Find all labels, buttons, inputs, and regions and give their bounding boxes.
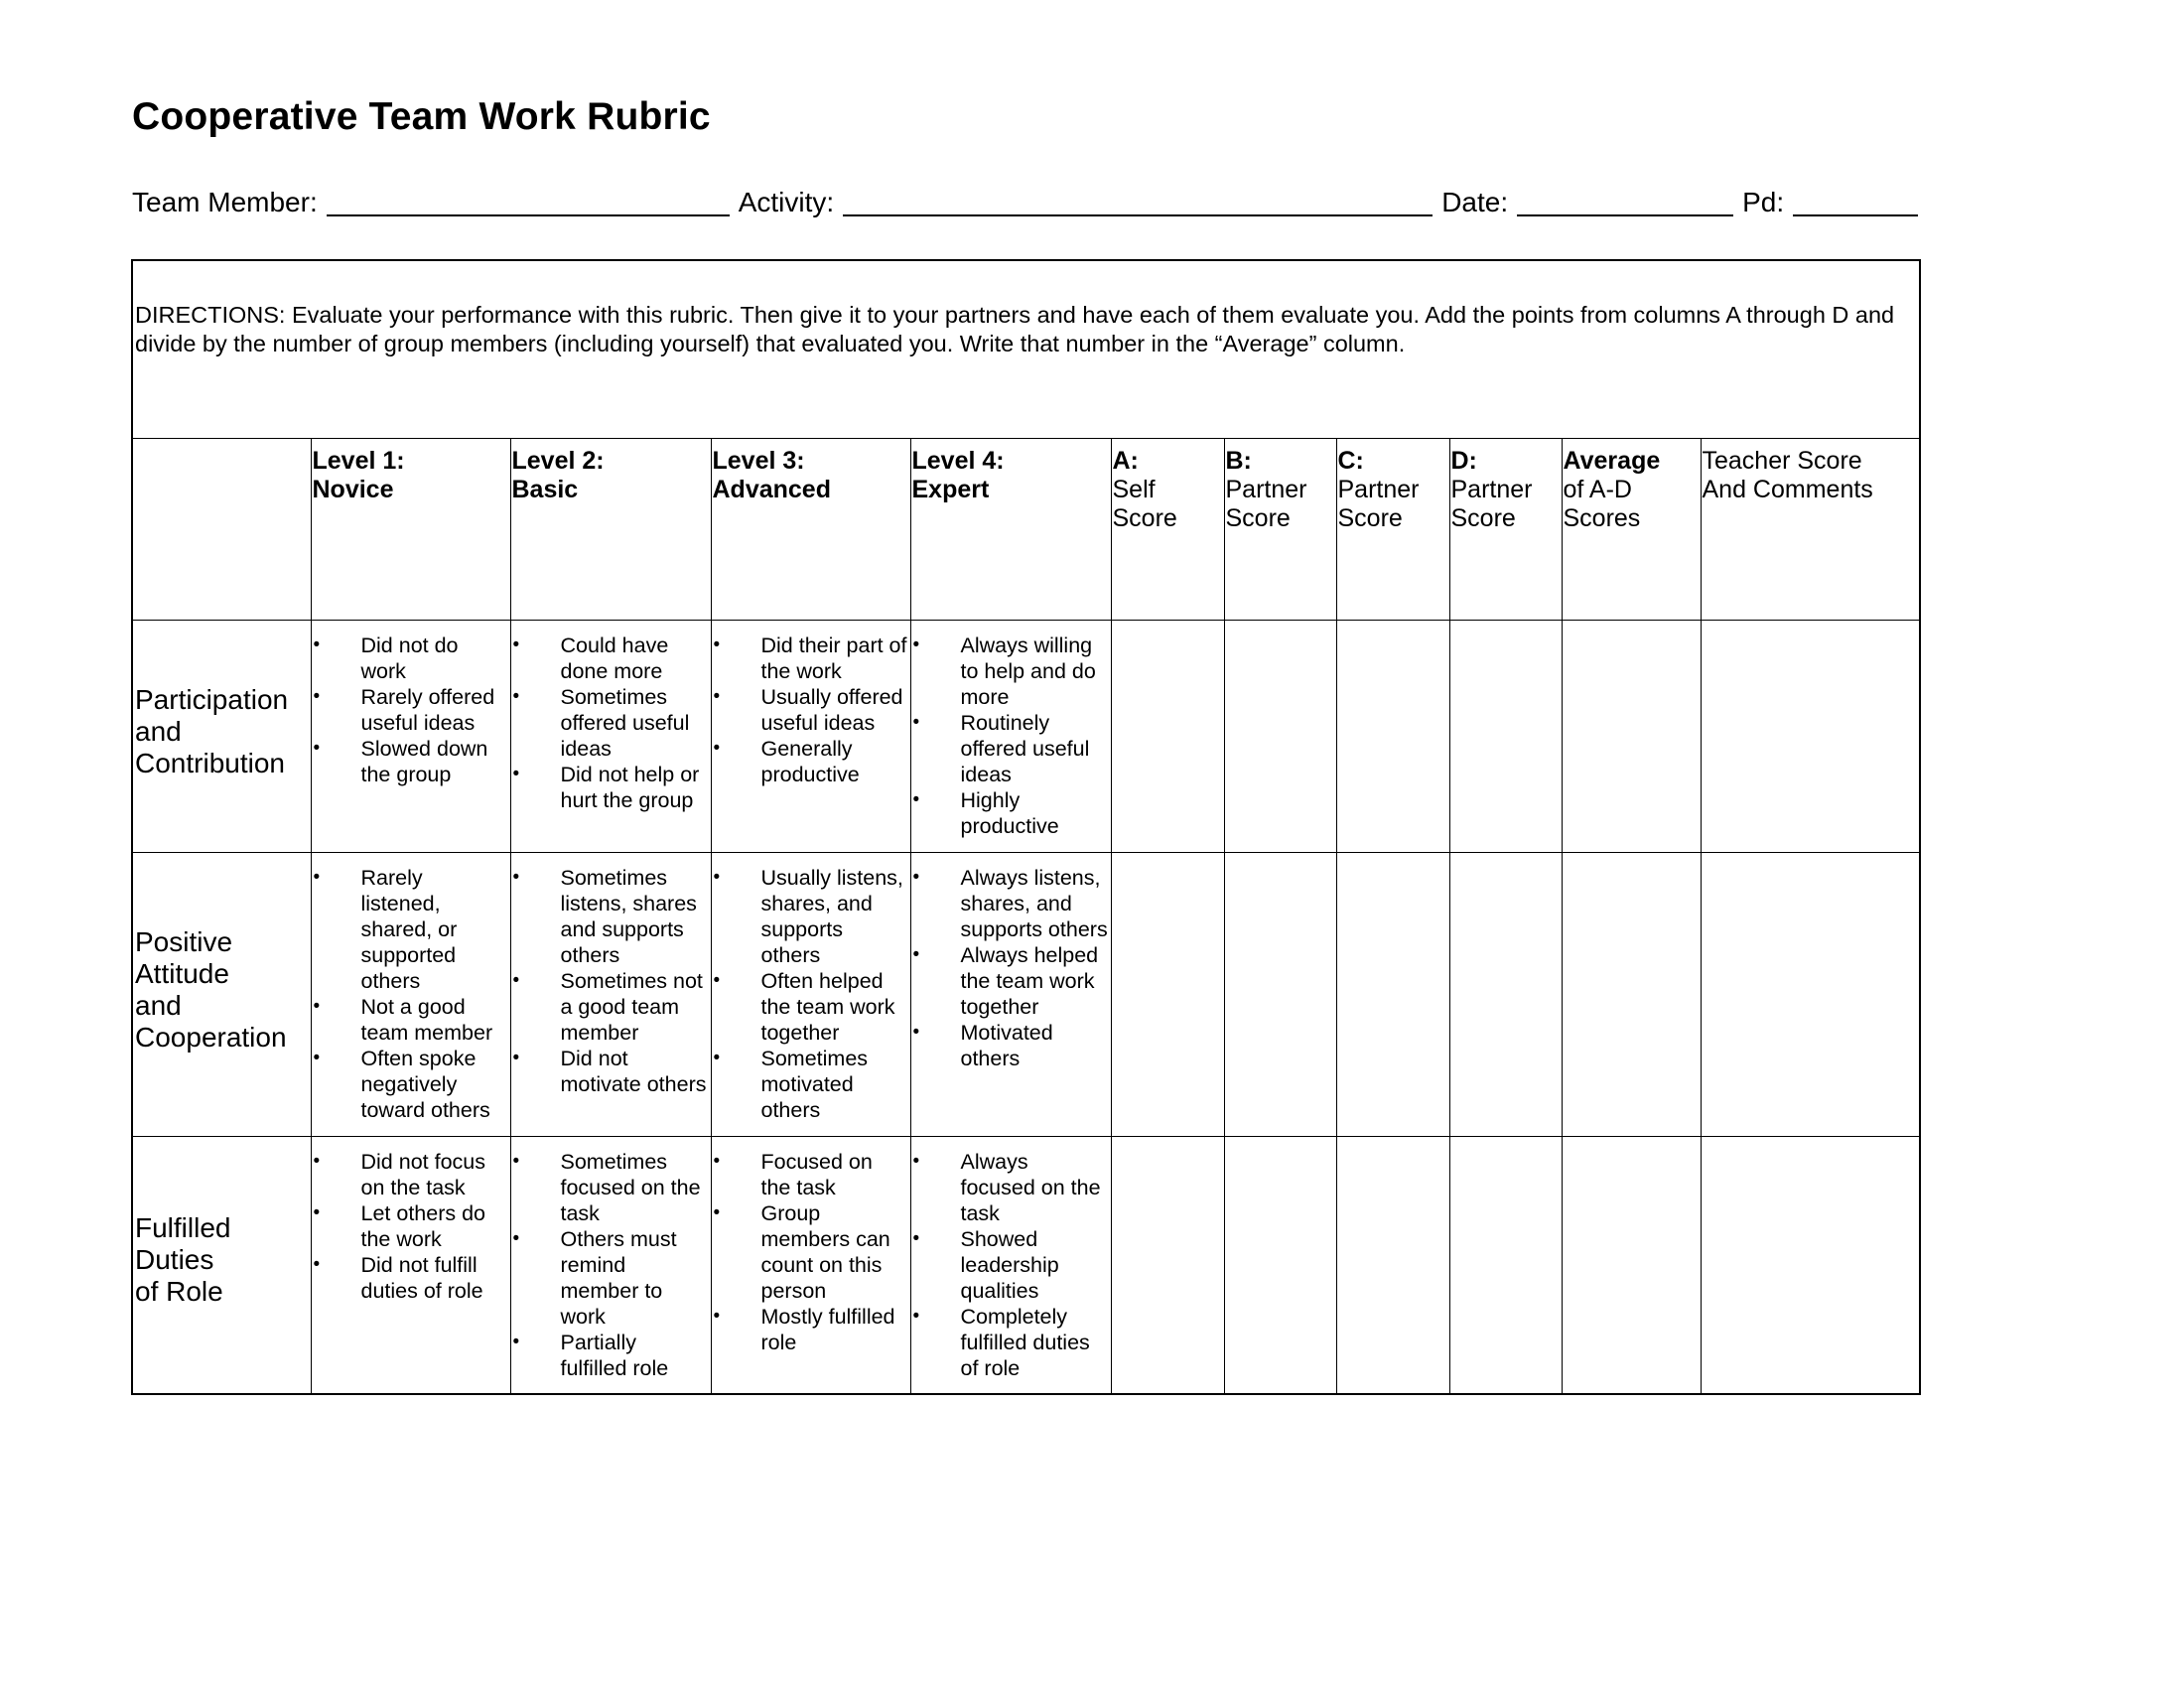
descriptor: • Partially fulfilled role — [511, 1330, 711, 1381]
descriptor: • Let others do the work — [312, 1200, 510, 1252]
header-empty-cell — [132, 439, 311, 621]
descriptor: • Always listens, shares, and supports others — [911, 865, 1111, 942]
level-name: Advanced — [712, 476, 831, 503]
rubric-table — [131, 259, 1921, 1395]
criterion-name-line: and — [135, 715, 182, 747]
self-score-cell[interactable] — [1111, 853, 1224, 1137]
level-number: Level 3: — [712, 447, 805, 475]
criterion-name-line: Positive — [135, 925, 233, 957]
teacher-label: And Comments — [1702, 476, 1873, 503]
descriptor: • Always willing to help and do more — [911, 633, 1111, 710]
score-label: Score — [1337, 504, 1403, 532]
descriptor: • Did not do work — [312, 633, 510, 684]
descriptor: • Focused on the task — [712, 1149, 910, 1200]
descriptor: • Always helped the team work together — [911, 942, 1111, 1020]
descriptor: • Not a good team member — [312, 994, 510, 1046]
descriptor: • Group members can count on this person — [712, 1200, 910, 1304]
criterion-row — [132, 1137, 1920, 1395]
header-level-4 — [910, 439, 1111, 621]
descriptor: • Did their part of the work — [712, 633, 910, 684]
partner-score-c-cell[interactable] — [1336, 1137, 1449, 1395]
header-row — [132, 439, 1920, 621]
score-label: Partner — [1225, 476, 1307, 503]
score-label: Score — [1450, 504, 1516, 532]
activity-label: Activity: — [738, 187, 835, 217]
descriptor: • Rarely offered useful ideas — [312, 684, 510, 736]
score-letter: D: — [1450, 447, 1477, 475]
descriptor: • Did not motivate others — [511, 1046, 711, 1097]
descriptor: • Mostly fulfilled role — [712, 1304, 910, 1355]
partner-score-d-cell[interactable] — [1449, 853, 1562, 1137]
average-cell[interactable] — [1562, 621, 1701, 853]
level-3-cell — [711, 621, 910, 853]
level-name: Novice — [312, 476, 394, 503]
level-number: Level 2: — [511, 447, 605, 475]
descriptor: • Did not fulfill duties of role — [312, 1252, 510, 1304]
criterion-row — [132, 621, 1920, 853]
criterion-name — [132, 621, 311, 853]
date-label: Date: — [1441, 187, 1509, 217]
header-self-score — [1111, 439, 1224, 621]
descriptor: • Usually offered useful ideas — [712, 684, 910, 736]
descriptor: • Others must remind member to work — [511, 1226, 711, 1330]
level-2-cell — [510, 621, 711, 853]
team-member-field[interactable] — [327, 189, 730, 216]
partner-score-d-cell[interactable] — [1449, 621, 1562, 853]
directions-row — [132, 260, 1920, 439]
level-2-cell — [510, 1137, 711, 1395]
level-3-cell — [711, 853, 910, 1137]
descriptor: • Could have done more — [511, 633, 711, 684]
activity-field[interactable] — [843, 189, 1433, 216]
level-1-cell — [311, 621, 510, 853]
descriptor: • Highly productive — [911, 787, 1111, 839]
level-2-cell — [510, 853, 711, 1137]
level-4-cell — [910, 853, 1111, 1137]
descriptor: • Showed leadership qualities — [911, 1226, 1111, 1304]
self-score-cell[interactable] — [1111, 1137, 1224, 1395]
score-label: Partner — [1337, 476, 1420, 503]
header-average — [1562, 439, 1701, 621]
average-label: Scores — [1563, 504, 1641, 532]
score-label: Partner — [1450, 476, 1533, 503]
teacher-label: Teacher Score — [1702, 447, 1862, 475]
pd-field[interactable] — [1793, 189, 1918, 216]
descriptor: • Generally productive — [712, 736, 910, 787]
partner-score-c-cell[interactable] — [1336, 621, 1449, 853]
descriptor: • Sometimes focused on the task — [511, 1149, 711, 1226]
header-level-3 — [711, 439, 910, 621]
level-4-cell — [910, 621, 1111, 853]
descriptor: • Usually listens, shares, and supports others — [712, 865, 910, 968]
score-label: Self — [1112, 476, 1156, 503]
level-4-cell — [910, 1137, 1111, 1395]
pd-label: Pd: — [1742, 187, 1785, 217]
descriptor: • Rarely listened, shared, or supported others — [312, 865, 510, 994]
score-letter: B: — [1225, 447, 1252, 475]
score-letter: C: — [1337, 447, 1364, 475]
score-label: Score — [1112, 504, 1177, 532]
criterion-name-line: Duties — [135, 1244, 214, 1275]
descriptor: • Completely fulfilled duties of role — [911, 1304, 1111, 1381]
header-teacher-score — [1701, 439, 1920, 621]
teacher-comments-cell[interactable] — [1701, 853, 1920, 1137]
partner-score-b-cell[interactable] — [1224, 1137, 1336, 1395]
level-name: Basic — [511, 476, 579, 503]
descriptor: • Always focused on the task — [911, 1149, 1111, 1226]
teacher-comments-cell[interactable] — [1701, 621, 1920, 853]
self-score-cell[interactable] — [1111, 621, 1224, 853]
partner-score-b-cell[interactable] — [1224, 621, 1336, 853]
header-level-2 — [510, 439, 711, 621]
average-cell[interactable] — [1562, 1137, 1701, 1395]
header-partner-score-b — [1224, 439, 1336, 621]
team-member-label: Team Member: — [132, 187, 318, 217]
descriptor: • Often helped the team work together — [712, 968, 910, 1046]
page-title: Cooperative Team Work Rubric — [132, 95, 711, 138]
level-number: Level 4: — [911, 447, 1005, 475]
criterion-name-line: and — [135, 989, 182, 1021]
criterion-row — [132, 853, 1920, 1137]
average-label: of A-D — [1563, 476, 1632, 503]
descriptor: • Slowed down the group — [312, 736, 510, 787]
level-1-cell — [311, 853, 510, 1137]
criterion-name — [132, 1137, 311, 1395]
descriptor: • Sometimes offered useful ideas — [511, 684, 711, 762]
directions-text: DIRECTIONS: Evaluate your performance with this rubric. Then give it to your partners and have each of them evaluate you. Add the points from columns A through D and divide by the number of group members (including yourself) that evaluated you. Write that number in the “Average” column. — [132, 260, 1920, 439]
criterion-name-line: Participation — [135, 683, 289, 715]
level-number: Level 1: — [312, 447, 405, 475]
info-line — [132, 187, 1918, 218]
level-1-cell — [311, 1137, 510, 1395]
descriptor: • Often spoke negatively toward others — [312, 1046, 510, 1123]
partner-score-b-cell[interactable] — [1224, 853, 1336, 1137]
average-cell[interactable] — [1562, 853, 1701, 1137]
descriptor: • Routinely offered useful ideas — [911, 710, 1111, 787]
header-partner-score-d — [1449, 439, 1562, 621]
criterion-name-line: Cooperation — [135, 1021, 287, 1053]
descriptor: • Did not focus on the task — [312, 1149, 510, 1200]
average-label: Average — [1563, 447, 1661, 475]
criterion-name-line: of Role — [135, 1276, 223, 1307]
criterion-name — [132, 853, 311, 1137]
teacher-comments-cell[interactable] — [1701, 1137, 1920, 1395]
descriptor: • Motivated others — [911, 1020, 1111, 1071]
header-level-1 — [311, 439, 510, 621]
criterion-name-line: Contribution — [135, 747, 285, 778]
header-partner-score-c — [1336, 439, 1449, 621]
descriptor: • Sometimes not a good team member — [511, 968, 711, 1046]
score-label: Score — [1225, 504, 1291, 532]
descriptor: • Did not help or hurt the group — [511, 762, 711, 813]
criterion-name-line: Fulfilled — [135, 1212, 231, 1243]
descriptor: • Sometimes listens, shares and supports others — [511, 865, 711, 968]
descriptor: • Sometimes motivated others — [712, 1046, 910, 1123]
level-name: Expert — [911, 476, 990, 503]
partner-score-c-cell[interactable] — [1336, 853, 1449, 1137]
score-letter: A: — [1112, 447, 1139, 475]
criterion-name-line: Attitude — [135, 957, 229, 989]
partner-score-d-cell[interactable] — [1449, 1137, 1562, 1395]
level-3-cell — [711, 1137, 910, 1395]
date-field[interactable] — [1517, 189, 1733, 216]
